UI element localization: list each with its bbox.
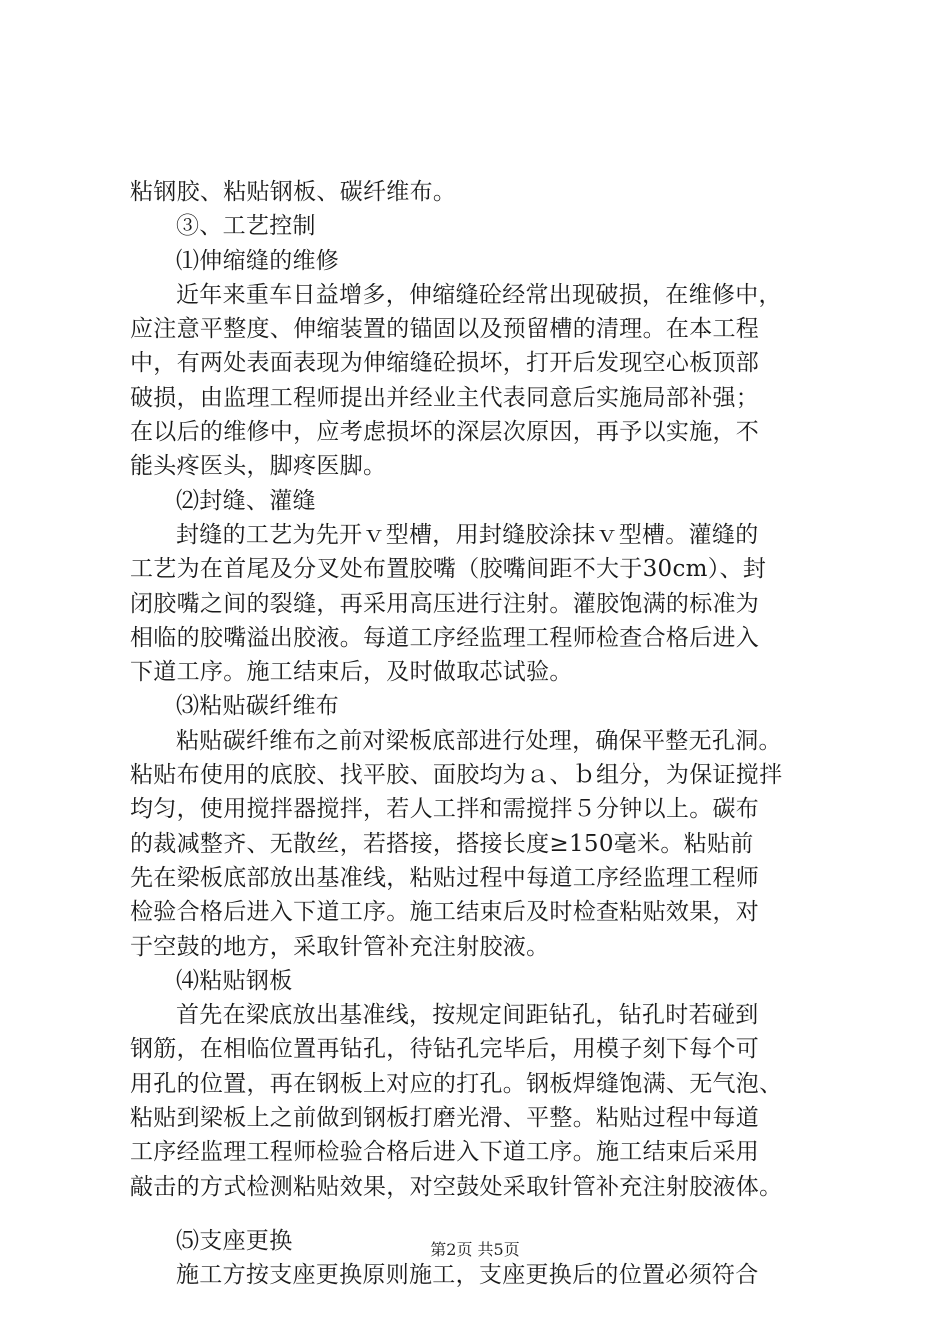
text-line: 检验合格后进入下道工序。施工结束后及时检查粘贴效果，对 bbox=[130, 899, 760, 926]
text-line: 相临的胶嘴溢出胶液。每道工序经监理工程师检查合格后进入 bbox=[130, 624, 760, 651]
paragraph-gap bbox=[130, 1204, 842, 1224]
text-line: ⑶粘贴碳纤维布 bbox=[176, 693, 340, 720]
text-line: 粘钢胶、粘贴钢板、碳纤维布。 bbox=[130, 179, 457, 205]
text-line: 首先在梁底放出基准线，按规定间距钻孔，钻孔时若碰到 bbox=[176, 1002, 759, 1029]
text-line: ⑸支座更换 bbox=[176, 1227, 293, 1254]
text-line: 能头疼医头，脚疼医脚。 bbox=[130, 453, 387, 480]
text-line: 近年来重车日益增多，伸缩缝砼经常出现破损，在维修中， bbox=[176, 281, 782, 308]
text-line: 闭胶嘴之间的裂缝，再采用高压进行注射。灌胶饱满的标准为 bbox=[130, 590, 760, 617]
text-line: 粘贴碳纤维布之前对梁板底部进行处理，确保平整无孔洞。 bbox=[176, 727, 782, 754]
text-line: 的裁减整齐、无散丝，若搭接，搭接长度≥150毫米。粘贴前 bbox=[130, 830, 754, 857]
text-line: 应注意平整度、伸缩装置的锚固以及预留槽的清理。在本工程 bbox=[130, 316, 760, 343]
text-line: 中，有两处表面表现为伸缩缝砼损坏，打开后发现空心板顶部 bbox=[130, 350, 760, 377]
document-body bbox=[130, 175, 842, 1293]
text-line: ⑴伸缩缝的维修 bbox=[176, 247, 340, 274]
text-line: 封缝的工艺为先开ｖ型槽，用封缝胶涂抹ｖ型槽。灌缝的 bbox=[176, 521, 759, 548]
text-line: 均匀，使用搅拌器搅拌，若人工拌和需搅拌５分钟以上。碳布 bbox=[130, 796, 760, 823]
text-line: 施工方按支座更换原则施工，支座更换后的位置必须符合 bbox=[176, 1262, 759, 1289]
text-line: 工艺为在首尾及分叉处布置胶嘴（胶嘴间距不大于30cm）、封 bbox=[130, 556, 767, 583]
text-line: 敲击的方式检测粘贴效果，对空鼓处采取针管补充注射胶液体。 bbox=[130, 1173, 783, 1200]
text-line: 工序经监理工程师检验合格后进入下道工序。施工结束后采用 bbox=[130, 1139, 760, 1166]
text-line: 粘贴布使用的底胶、找平胶、面胶均为ａ、ｂ组分，为保证搅拌 bbox=[130, 762, 783, 789]
text-line: 用孔的位置，再在钢板上对应的打孔。钢板焊缝饱满、无气泡、 bbox=[130, 1070, 783, 1097]
text-line: 粘贴到梁板上之前做到钢板打磨光滑、平整。粘贴过程中每道 bbox=[130, 1105, 760, 1132]
text-line: ③、工艺控制 bbox=[176, 213, 316, 240]
text-line: ⑷粘贴钢板 bbox=[176, 967, 293, 994]
text-line: 先在梁板底部放出基准线，粘贴过程中每道工序经监理工程师 bbox=[130, 864, 760, 891]
text-line: 钢筋，在相临位置再钻孔，待钻孔完毕后，用模子刻下每个可 bbox=[130, 1036, 760, 1063]
page-footer: 第2页 共5页 bbox=[430, 1240, 520, 1259]
text-line: ⑵封缝、灌缝 bbox=[176, 487, 316, 514]
text-line: 破损，由监理工程师提出并经业主代表同意后实施局部补强； bbox=[130, 384, 760, 411]
text-line: 下道工序。施工结束后，及时做取芯试验。 bbox=[130, 659, 573, 686]
text-line: 在以后的维修中，应考虑损坏的深层次原因，再予以实施，不 bbox=[130, 419, 760, 446]
text-line: 于空鼓的地方，采取针管补充注射胶液。 bbox=[130, 933, 550, 960]
